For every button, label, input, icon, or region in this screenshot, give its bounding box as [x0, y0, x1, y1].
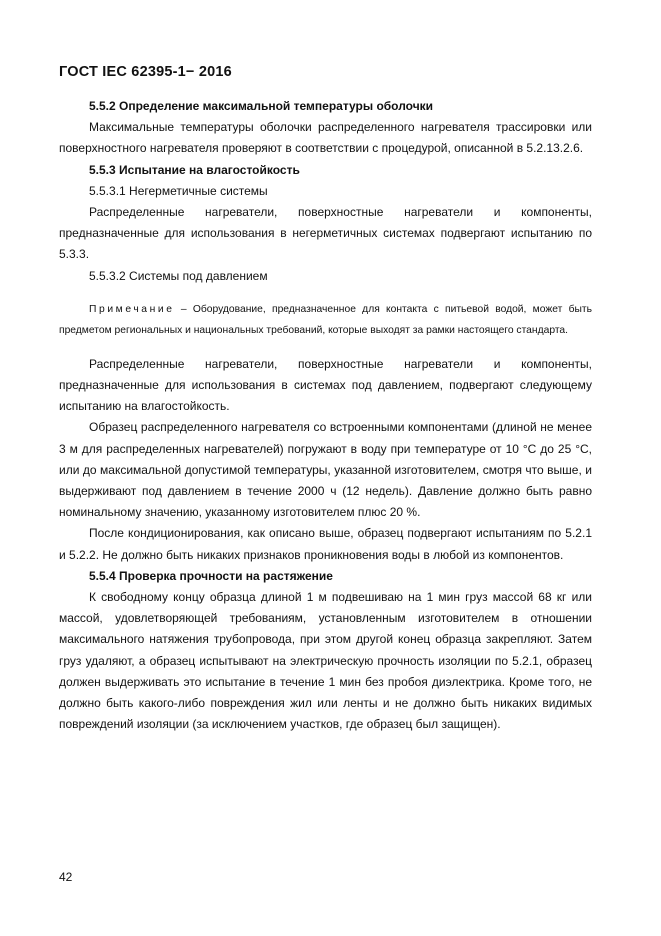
document-header: ГОСТ IEC 62395-1− 2016 — [59, 64, 232, 80]
paragraph: После кондиционирования, как описано выше, образец подвергают испытаниям по 5.2.1 и 5.2.2. Не должно быть никаких признаков проникновения воды в любой из компонентов. — [59, 526, 592, 562]
note-label: Примечание — [89, 303, 175, 315]
page-number: 42 — [59, 870, 73, 884]
section-heading-5-5-2: 5.5.2 Определение максимальной температуры оболочки — [89, 99, 434, 113]
document-body — [59, 96, 592, 735]
paragraph: Распределенные нагреватели, поверхностные нагреватели и компоненты, предназначенные для использования в системах под давлением, подвергают следующему испытанию на влагостойкость. — [59, 356, 592, 414]
subsection-heading-5-5-3-2: 5.5.3.2 Системы под давлением — [89, 268, 268, 283]
paragraph: Максимальные температуры оболочки распределенного нагревателя трассировки или поверхностного нагревателя проверяют в соответствии с процедурой, описанной в 5.2.13.2.6. — [59, 120, 592, 156]
note — [59, 299, 592, 341]
subsection-heading-5-5-3-1: 5.5.3.1 Негерметичные системы — [89, 183, 268, 198]
paragraph: К свободному концу образца длиной 1 м подвешиваю на 1 мин груз массой 68 кг или массой, удовлетворяющей требованиям, установленным изготовителем в отношении максимального натяжения трубопровода, при этом другой конец образца закрепляют. Затем груз удаляют, а образец испытывают на электрическую прочность изоляции по 5.2.1, образец должен выдерживать это испытание в течение 1 мин без пробоя диэлектрика. Кроме того, не должно быть какого-либо повреждения жил или ленты и не должно быть никаких видимых повреждений изоляции (за исключением участков, где образец был защищен). — [59, 590, 592, 732]
note-text: – Оборудование, предназначенное для контакта с питьевой водой, может быть предметом региональных и национальных требований, которые выходят за рамки настоящего стандарта. — [59, 303, 592, 336]
section-heading-5-5-3: 5.5.3 Испытание на влагостойкость — [89, 162, 300, 177]
paragraph: Образец распределенного нагревателя со встроенными компонентами (длиной не менее 3 м для распределенных нагревателей) погружают в воду при температуре от 10 °С до 25 °С, или до максимальной допустимой температуры, указанной изготовителем, смотря что выше, и выдерживают под давлением в течение 2000 ч (12 недель). Давление должно быть равно номинальному значению, указанному изготовителем плюс 20 %. — [59, 420, 592, 520]
section-heading-5-5-4: 5.5.4 Проверка прочности на растяжение — [89, 568, 333, 583]
paragraph: Распределенные нагреватели, поверхностные нагреватели и компоненты, предназначенные для использования в негерметичных системах подвергают испытанию по 5.3.3. — [59, 205, 592, 262]
